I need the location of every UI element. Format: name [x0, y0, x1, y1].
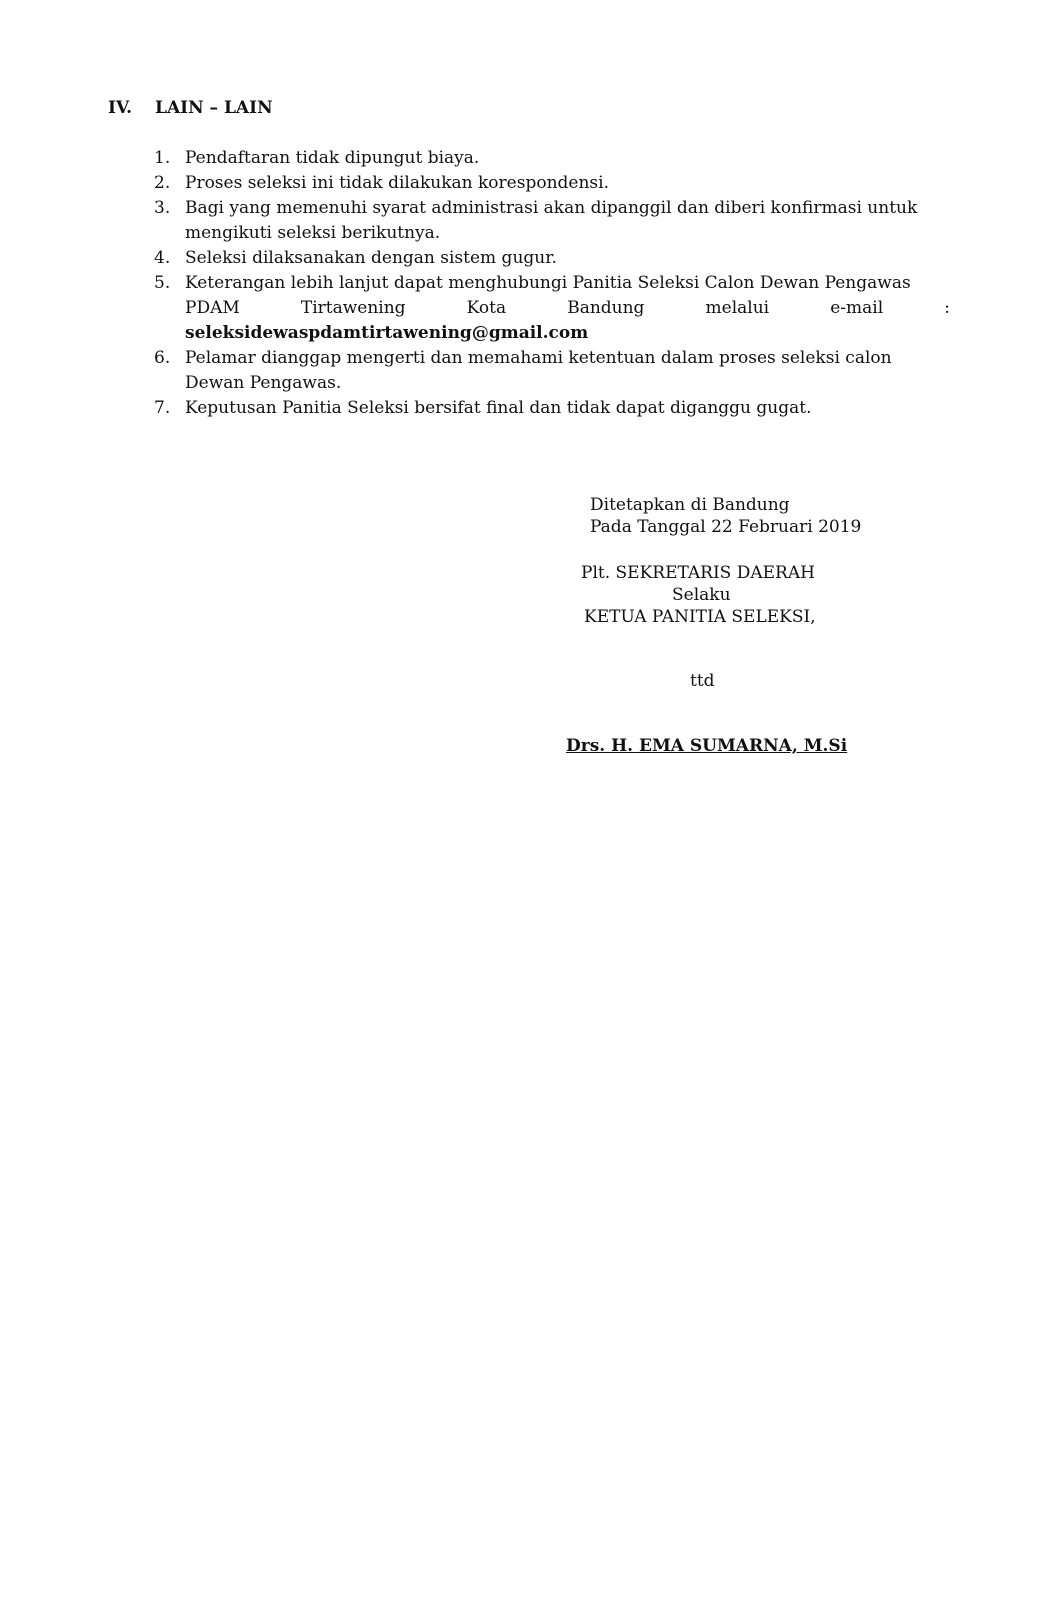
- section-title: LAIN – LAIN: [155, 98, 273, 118]
- word: PDAM: [185, 298, 240, 318]
- list-item: [150, 171, 950, 196]
- justified-line: [185, 296, 950, 321]
- item-number: 2.: [154, 173, 171, 193]
- ttd-mark: ttd: [690, 671, 715, 691]
- item-text-line: Keterangan lebih lanjut dapat menghubungi Panitia Seleksi Calon Dewan Pengawas: [185, 273, 911, 293]
- item-number: 4.: [154, 248, 171, 268]
- word: e-mail: [830, 298, 884, 318]
- list-item: [150, 196, 950, 246]
- item-number: 6.: [154, 348, 171, 368]
- signer-name: Drs. H. EMA SUMARNA, M.Si: [566, 736, 848, 756]
- selaku-label: Selaku: [672, 585, 731, 605]
- item-text: Proses seleksi ini tidak dilakukan korespondensi.: [185, 173, 609, 193]
- word: Bandung: [567, 298, 645, 318]
- word: melalui: [705, 298, 770, 318]
- section-number: IV.: [108, 98, 133, 118]
- email-address: seleksidewaspdamtirtawening@gmail.com: [185, 323, 589, 343]
- issued-date: Pada Tanggal 22 Februari 2019: [590, 517, 862, 537]
- list-item: [150, 271, 950, 346]
- list-item: [150, 346, 950, 396]
- signer-position: Plt. SEKRETARIS DAERAH: [581, 563, 815, 583]
- item-text-line: Pelamar dianggap mengerti dan memahami ketentuan dalam proses seleksi calon: [185, 348, 892, 368]
- list-item: [150, 246, 950, 271]
- item-text-line: mengikuti seleksi berikutnya.: [185, 223, 441, 243]
- word: Tirtawening: [300, 298, 406, 318]
- word: Kota: [466, 298, 507, 318]
- item-number: 7.: [154, 398, 171, 418]
- item-text-line: Bagi yang memenuhi syarat administrasi akan dipanggil dan diberi konfirmasi untuk: [185, 198, 918, 218]
- item-number: 5.: [154, 273, 171, 293]
- issued-place: Ditetapkan di Bandung: [590, 495, 790, 515]
- item-text: Seleksi dilaksanakan dengan sistem gugur.: [185, 248, 557, 268]
- item-text-line: Dewan Pengawas.: [185, 373, 342, 393]
- item-number: 1.: [154, 148, 171, 168]
- list-item: [150, 396, 950, 421]
- committee-role: KETUA PANITIA SELEKSI,: [584, 607, 816, 627]
- list-item: [150, 146, 950, 171]
- item-text: Pendaftaran tidak dipungut biaya.: [185, 148, 480, 168]
- provisions-list: [150, 146, 950, 421]
- section-heading: [108, 98, 273, 118]
- item-text: Keputusan Panitia Seleksi bersifat final dan tidak dapat diganggu gugat.: [185, 398, 812, 418]
- word: :: [944, 298, 950, 318]
- item-number: 3.: [154, 198, 171, 218]
